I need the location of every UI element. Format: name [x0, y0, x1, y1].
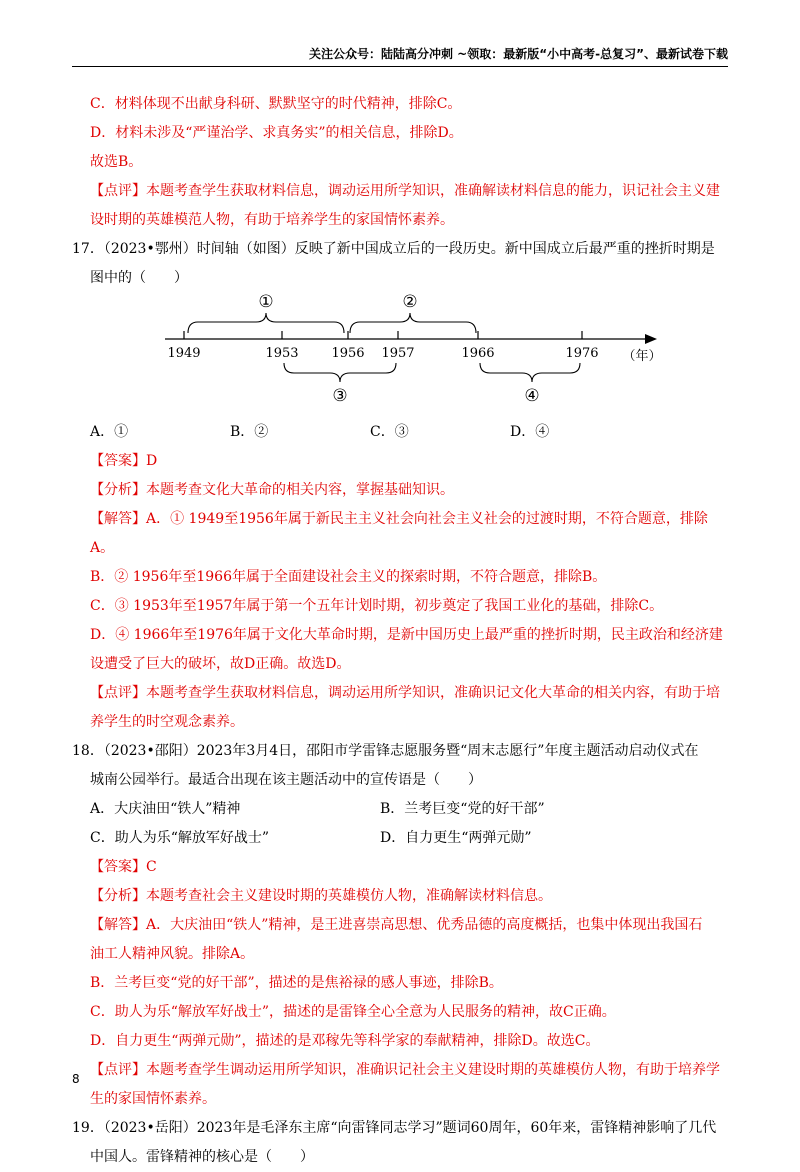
- q17-options: [90, 418, 730, 447]
- q17-option-c: C．③: [370, 424, 409, 440]
- q17-stem-cont: 图中的（ ）: [90, 270, 188, 286]
- year-label-1966: 1966: [461, 346, 495, 361]
- q18-options-row-2: [90, 824, 730, 853]
- q18-comment: 【点评】本题考查学生调动运用所学知识，准确识记社会主义建设时期的英雄模仿人物，有助于培养学: [90, 1062, 720, 1078]
- q17-solution-c: C．③ 1953年至1957年属于第一个五年计划时期，初步奠定了我国工业化的基础，排除C。: [90, 598, 664, 614]
- q18-option-b: B．兰考巨变“党的好干部”: [380, 801, 545, 817]
- page-number: 8: [72, 1072, 80, 1086]
- circle-label-2: ②: [402, 293, 418, 312]
- year-label-1953: 1953: [265, 346, 299, 361]
- q17-option-a: A．①: [90, 424, 129, 440]
- q18-solution-d: D．自力更生“两弹元勋”，描述的是邓稼先等科学家的奉献精神，排除D。故选C。: [90, 1033, 600, 1049]
- q18-comment-cont: 生的家国情怀素养。: [90, 1091, 216, 1107]
- q19-stem-cont: 中国人。雷锋精神的核心是（ ）: [90, 1149, 314, 1165]
- year-label-1957: 1957: [381, 346, 415, 361]
- q18-analysis: 【分析】本题考查社会主义建设时期的英雄模仿人物，准确解读材料信息。: [90, 888, 552, 904]
- year-label-1976: 1976: [565, 346, 599, 361]
- q17-answer: 【答案】D: [90, 453, 158, 469]
- q18-option-d: D．自力更生“两弹元勋”: [380, 830, 532, 846]
- q16-option-c-analysis: C．材料体现不出献身科研、默默坚守的时代精神，排除C。: [90, 96, 462, 112]
- q17-analysis: 【分析】本题考查文化大革命的相关内容，掌握基础知识。: [90, 482, 454, 498]
- circle-label-3: ③: [332, 386, 348, 406]
- q17-comment: 【点评】本题考查学生获取材料信息，调动运用所学知识，准确识记文化大革命的相关内容，有助于培: [90, 685, 720, 701]
- q17-option-d: D．④: [510, 424, 550, 440]
- q18-stem: 18．（2023•邵阳）2023年3月4日，邵阳市学雷锋志愿服务暨“周末志愿行”年度主题活动启动仪式在: [72, 743, 699, 759]
- q17-solution-a-cont: A。: [90, 540, 115, 556]
- q18-solution-a-cont: 油工人精神风貌。排除A。: [90, 946, 255, 962]
- q18-solution-b: B．兰考巨变“党的好干部”，描述的是焦裕禄的感人事迹，排除B。: [90, 975, 503, 991]
- q17-stem: 17．（2023•鄂州）时间轴（如图）反映了新中国成立后的一段历史。新中国成立后最严重的挫折时期是: [72, 241, 715, 257]
- circle-label-4: ④: [524, 386, 540, 406]
- timeline-arrow: [645, 334, 657, 344]
- brace-3: [284, 363, 396, 382]
- brace-2: [350, 313, 476, 333]
- q17-comment-cont: 养学生的时空观念素养。: [90, 714, 244, 730]
- q16-comment: 【点评】本题考查学生获取材料信息，调动运用所学知识，准确解读材料信息的能力，识记社会主义建: [90, 183, 720, 199]
- timeline-figure: [90, 293, 730, 418]
- year-label-1956: 1956: [331, 346, 365, 361]
- brace-1: [188, 313, 344, 333]
- q18-option-a: A．大庆油田“铁人”精神: [90, 801, 241, 817]
- q16-comment-cont: 设时期的英雄模范人物，有助于培养学生的家国情怀素养。: [90, 212, 454, 228]
- q18-solution-c: C．助人为乐“解放军好战士”，描述的是雷锋全心全意为人民服务的精神，故C正确。: [90, 1004, 616, 1020]
- year-label-1949: 1949: [167, 346, 201, 361]
- q18-solution-a: 【解答】A．大庆油田“铁人”精神，是王进喜崇高思想、优秀品德的高度概括，也集中体现出我国石: [90, 917, 703, 933]
- q18-answer: 【答案】C: [90, 859, 157, 875]
- q18-stem-cont: 城南公园举行。最适合出现在该主题活动中的宣传语是（ ）: [90, 772, 482, 788]
- q16-option-d-analysis: D．材料未涉及“严谨治学、求真务实”的相关信息，排除D。: [90, 125, 463, 141]
- q17-option-b: B．②: [230, 424, 269, 440]
- q17-solution-a: 【解答】A．① 1949至1956年属于新民主主义社会向社会主义社会的过渡时期，不符合题意，排除: [90, 511, 708, 527]
- q18-options-row-1: [90, 795, 730, 824]
- q17-solution-d-cont: 设遭受了巨大的破坏，故D正确。故选D。: [90, 656, 351, 672]
- page-header: 关注公众号：陆陆高分冲刺 ~领取：最新版“小中高考-总复习”、最新试卷下载: [72, 44, 728, 67]
- q19-stem: 19．（2023•岳阳）2023年是毛泽东主席“向雷锋同志学习”题词60周年，60年来，雷锋精神影响了几代: [72, 1120, 717, 1136]
- circle-label-1: ①: [258, 293, 274, 312]
- brace-4: [480, 363, 580, 382]
- page-content: [72, 90, 730, 1172]
- year-unit-label: （年）: [622, 349, 662, 364]
- q18-option-c: C．助人为乐“解放军好战士”: [90, 830, 270, 846]
- timeline-svg: [90, 293, 730, 418]
- q17-solution-b: B．② 1956年至1966年属于全面建设社会主义的探索时期，不符合题意，排除B。: [90, 569, 607, 585]
- q17-solution-d: D．④ 1966年至1976年属于文化大革命时期，是新中国历史上最严重的挫折时期，民主政治和经济建: [90, 627, 723, 643]
- q16-conclusion: 故选B。: [90, 154, 143, 170]
